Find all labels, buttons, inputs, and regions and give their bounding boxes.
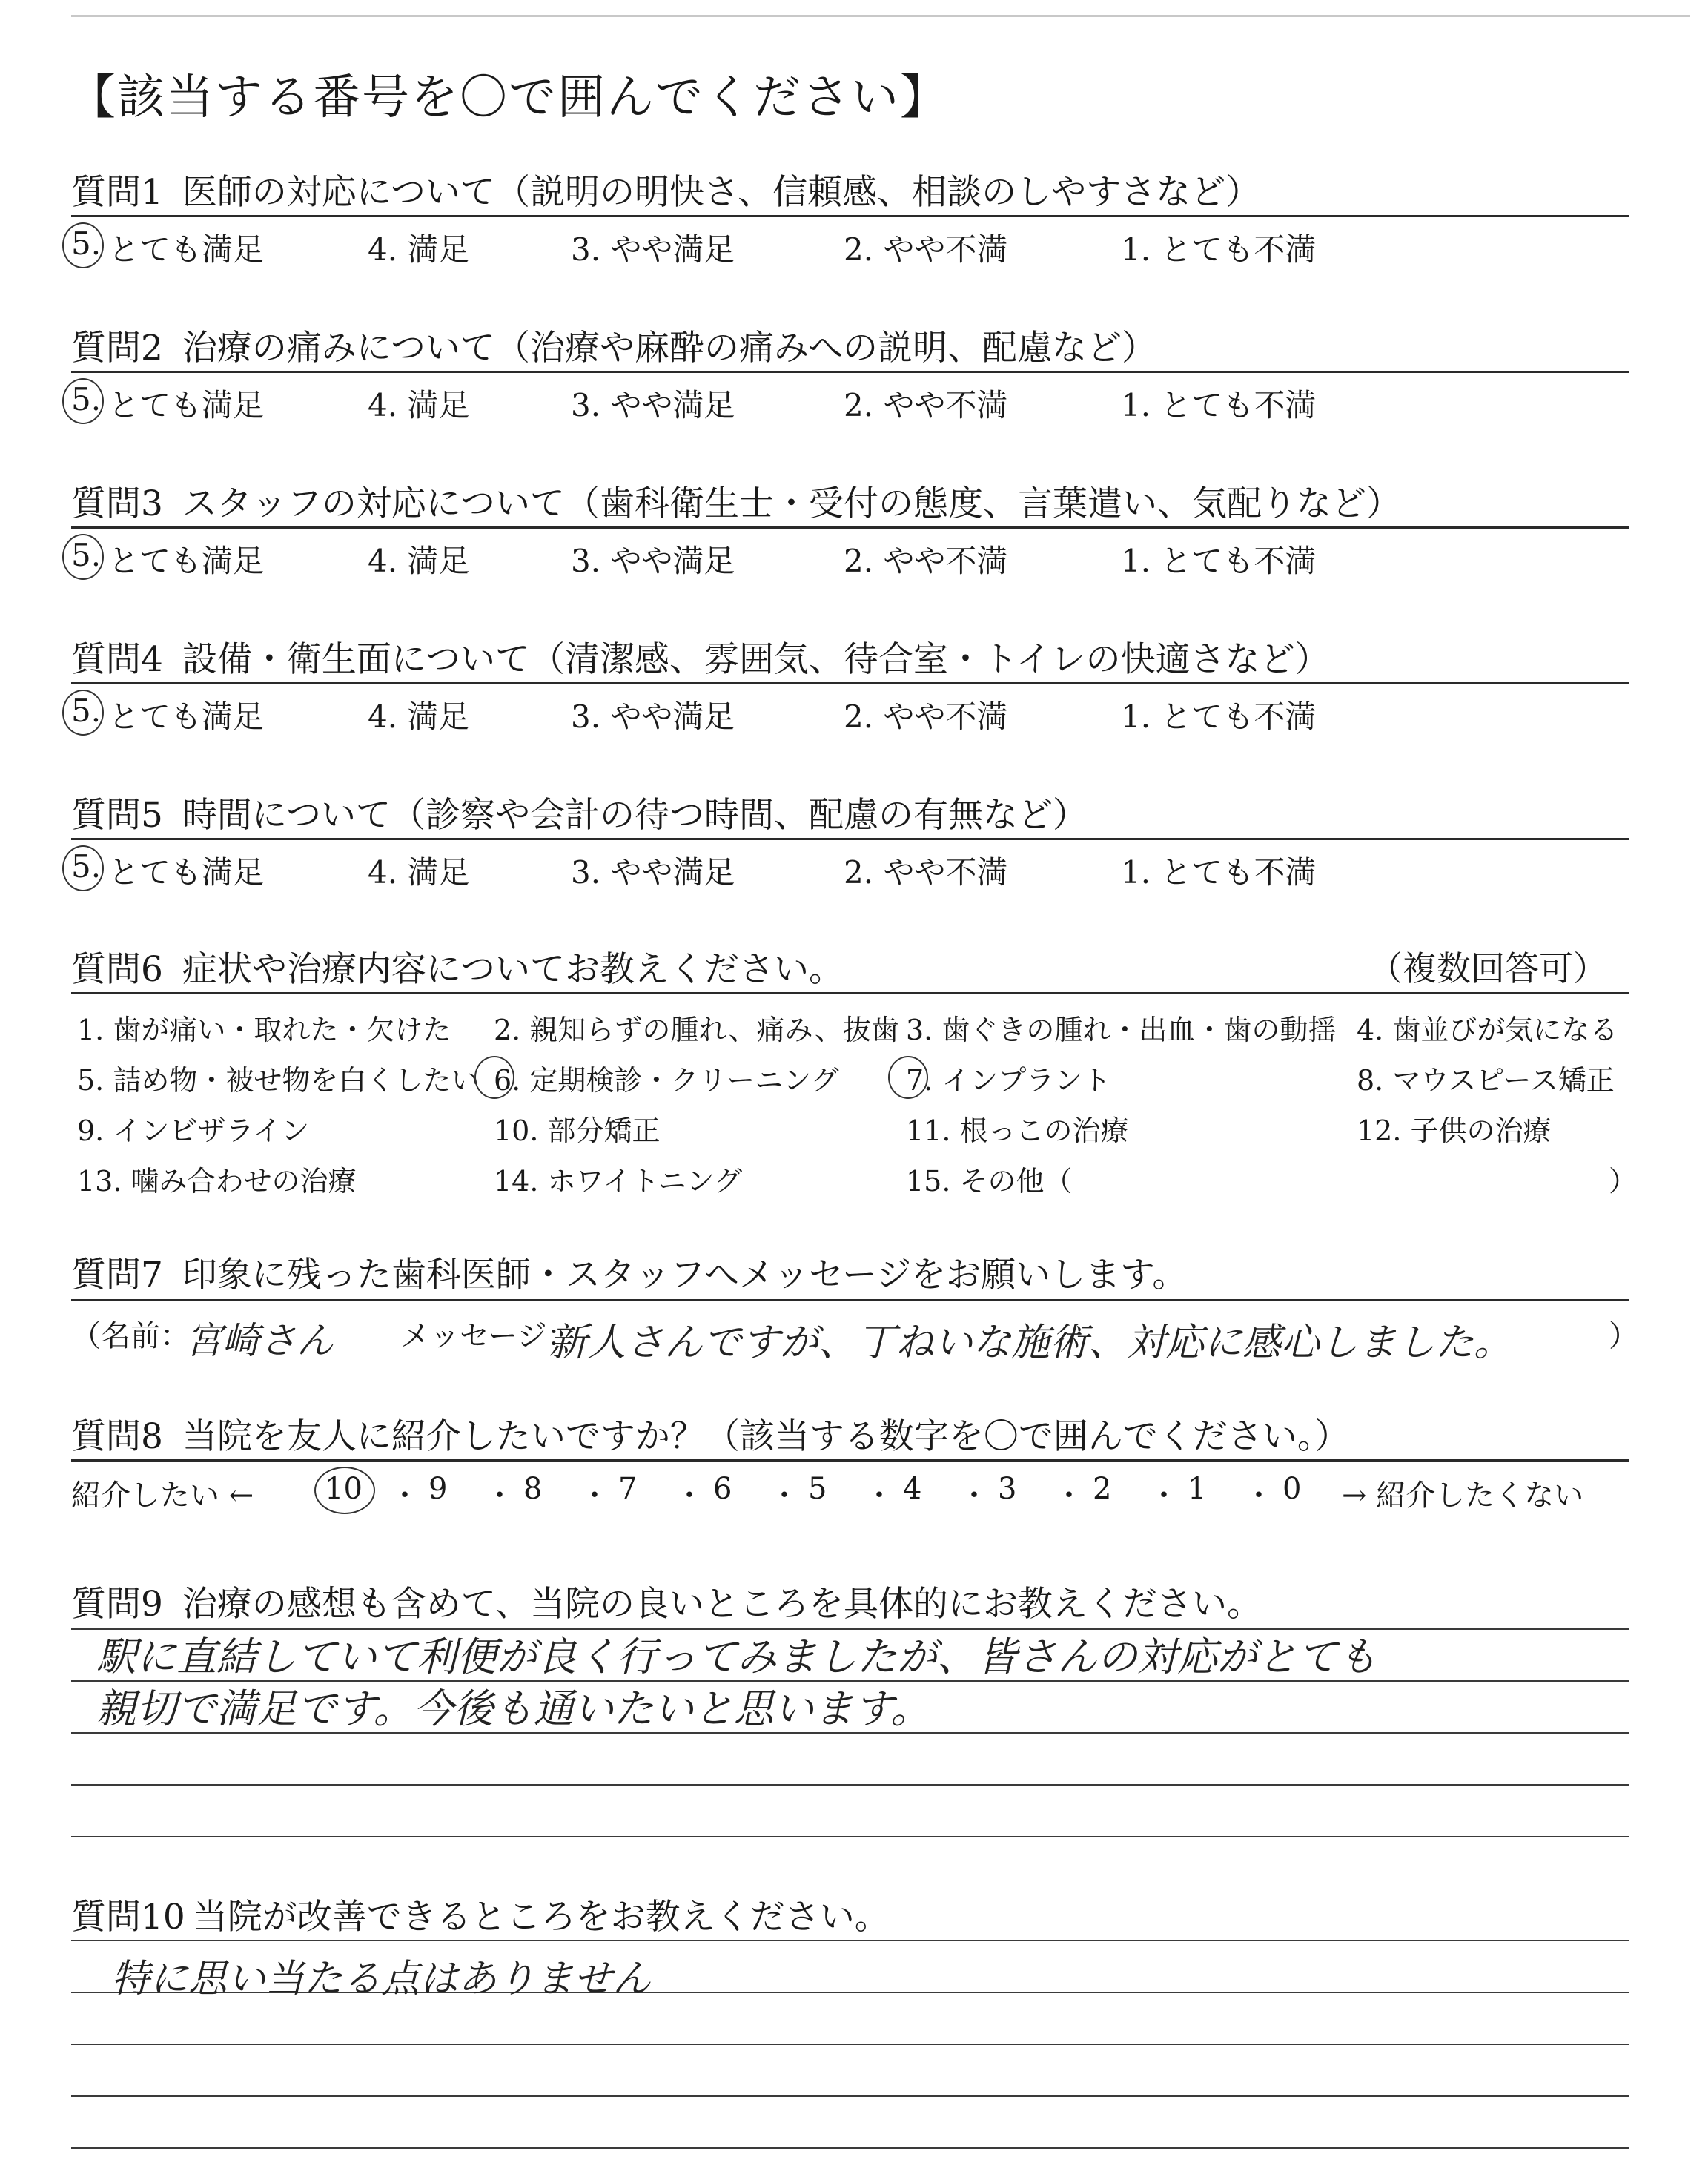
q6-option-12[interactable]: 12. 子供の治療: [1357, 1114, 1552, 1147]
page-title: 【該当する番号を〇で囲んでください】: [68, 70, 949, 125]
q6-option-13[interactable]: 13. 噛み合わせの治療: [77, 1165, 357, 1198]
q2-number: 質問2: [71, 328, 163, 369]
q8-scale-0[interactable]: 0: [1282, 1472, 1302, 1506]
q6-rule: [71, 992, 1629, 994]
q2-option-5[interactable]: とても満足: [108, 387, 265, 423]
q8-scale-6[interactable]: 6: [713, 1472, 732, 1506]
q3-option-2[interactable]: 2. やや不満: [844, 543, 1008, 579]
q6-option-9[interactable]: 9. インビザライン: [77, 1114, 310, 1147]
q8-selection-circle: [314, 1467, 375, 1514]
q8-scale-1[interactable]: 1: [1188, 1472, 1207, 1506]
q5-option-5[interactable]: とても満足: [108, 854, 265, 891]
q6-option-3[interactable]: 3. 歯ぐきの腫れ・出血・歯の動揺: [906, 1014, 1337, 1046]
q6-multiple-note: （複数回答可）: [1368, 948, 1607, 988]
q8-scale-separator: ・: [769, 1479, 799, 1513]
q1-heading: [71, 165, 1260, 214]
q8-scale-separator: ・: [1149, 1479, 1179, 1513]
q8-scale-separator: ・: [1054, 1479, 1084, 1513]
q6-option-6[interactable]: 6. 定期検診・クリーニング: [494, 1064, 839, 1097]
q8-scale-2[interactable]: 2: [1093, 1472, 1112, 1506]
q6-option-14[interactable]: 14. ホワイトニング: [494, 1165, 743, 1198]
q6-option-1[interactable]: 1. 歯が痛い・取れた・欠けた: [77, 1014, 451, 1046]
q1-option-3[interactable]: 3. やや満足: [571, 231, 735, 268]
q7-message-label: メッセージ：: [400, 1319, 577, 1353]
q8-scale-5[interactable]: 5: [808, 1472, 827, 1506]
q10-line-5: [71, 2147, 1629, 2149]
q5-option-2[interactable]: 2. やや不満: [844, 854, 1008, 891]
q9-line-5: [71, 1836, 1629, 1837]
q5-option-5-number[interactable]: 5.: [71, 848, 102, 885]
q2-selection-circle: [62, 378, 104, 424]
q2-text: 治療の痛みについて（治療や麻酔の痛みへの説明、配慮など）: [182, 328, 1157, 369]
q3-selection-circle: [62, 534, 104, 580]
q3-number: 質問3: [71, 483, 163, 524]
q1-text: 医師の対応について（説明の明快さ、信頼感、相談のしやすさなど）: [182, 172, 1261, 213]
q3-option-1[interactable]: 1. とても不満: [1121, 543, 1317, 579]
q7-close-paren: ）: [1609, 1319, 1638, 1353]
q1-option-5-number[interactable]: 5.: [71, 225, 102, 262]
q4-option-5-number[interactable]: 5.: [71, 693, 102, 729]
q3-option-5-number[interactable]: 5.: [71, 537, 102, 573]
q8-scale-separator: ・: [675, 1479, 704, 1513]
q8-scale-separator: ・: [864, 1479, 894, 1513]
q6-option-8[interactable]: 8. マウスピース矯正: [1357, 1064, 1615, 1097]
q4-option-5[interactable]: とても満足: [108, 698, 265, 735]
q4-number: 質問4: [71, 639, 163, 680]
q4-text: 設備・衛生面について（清潔感、雰囲気、待合室・トイレの快適さなど）: [182, 639, 1330, 680]
q6-option-2[interactable]: 2. 親知らずの腫れ、痛み、抜歯: [494, 1014, 899, 1046]
q4-option-2[interactable]: 2. やや不満: [844, 698, 1008, 735]
q10-number: 質問10: [71, 1897, 185, 1938]
q7-name-value[interactable]: 宮崎さん: [185, 1319, 334, 1362]
q6-option-10[interactable]: 10. 部分矯正: [494, 1114, 661, 1147]
q9-answer-line-2[interactable]: 親切で満足です。今後も通いたいと思います。: [96, 1685, 931, 1732]
q2-option-1[interactable]: 1. とても不満: [1121, 387, 1317, 423]
q4-rule: [71, 682, 1629, 684]
top-rule: [71, 15, 1690, 17]
q10-heading: [71, 1889, 890, 1939]
q6-option-15[interactable]: 15. その他（: [906, 1165, 1073, 1198]
q8-scale-9[interactable]: 9: [428, 1472, 448, 1506]
q1-selection-circle: [62, 222, 104, 268]
q4-heading: [71, 632, 1330, 681]
q7-heading: [71, 1247, 1187, 1297]
q8-scale-10[interactable]: 10: [325, 1472, 363, 1506]
q1-option-2[interactable]: 2. やや不満: [844, 231, 1008, 268]
q8-scale-7[interactable]: 7: [618, 1472, 638, 1506]
q6-option-4[interactable]: 4. 歯並びが気になる: [1357, 1014, 1618, 1046]
q7-number: 質問7: [71, 1255, 163, 1295]
q7-message-value[interactable]: 新人さんですが、丁ねいな施術、対応に感心しました。: [549, 1321, 1513, 1365]
q3-heading: [71, 476, 1401, 526]
q8-scale-8[interactable]: 8: [523, 1472, 543, 1506]
q4-option-1[interactable]: 1. とても不満: [1121, 698, 1317, 735]
q7-rule: [71, 1299, 1629, 1301]
q5-heading: [71, 787, 1088, 837]
q6-selection-circle-6: [474, 1056, 514, 1099]
q3-text: スタッフの対応について（歯科衛生士・受付の態度、言葉遣い、気配りなど）: [182, 483, 1401, 524]
q6-option-5[interactable]: 5. 詰め物・被せ物を白くしたい: [77, 1064, 480, 1097]
q5-option-3[interactable]: 3. やや満足: [571, 854, 735, 891]
q8-scale-separator: ・: [959, 1479, 989, 1513]
q1-number: 質問1: [71, 172, 163, 213]
q10-answer-line-1[interactable]: 特に思い当たる点はありません: [111, 1957, 652, 2001]
q8-right-label: → 紹介したくない: [1342, 1479, 1584, 1513]
q4-selection-circle: [62, 690, 104, 736]
q2-option-5-number[interactable]: 5.: [71, 381, 102, 417]
q6-heading: [71, 942, 844, 991]
q8-scale-separator: ・: [580, 1479, 609, 1513]
q8-scale-4[interactable]: 4: [903, 1472, 922, 1506]
q2-option-3[interactable]: 3. やや満足: [571, 387, 735, 423]
q9-answer-line-1[interactable]: 駅に直結していて利便が良く行ってみましたが、皆さんの対応がとても: [96, 1634, 1377, 1680]
q9-heading: [71, 1576, 1262, 1626]
q2-option-4[interactable]: 4. 満足: [368, 387, 470, 423]
q8-scale-separator: ・: [1244, 1479, 1274, 1513]
q6-option-11[interactable]: 11. 根っこの治療: [906, 1114, 1129, 1147]
q1-option-1[interactable]: 1. とても不満: [1121, 231, 1317, 268]
q10-line-3: [71, 2044, 1629, 2045]
q1-option-5[interactable]: とても満足: [108, 231, 265, 268]
q2-heading: [71, 320, 1156, 370]
q9-line-4: [71, 1784, 1629, 1786]
q4-option-3[interactable]: 3. やや満足: [571, 698, 735, 735]
q2-rule: [71, 371, 1629, 373]
q3-rule: [71, 526, 1629, 529]
q5-selection-circle: [62, 845, 104, 891]
q7-name-label: （名前：: [71, 1319, 190, 1353]
q10-line-4: [71, 2095, 1629, 2097]
q5-rule: [71, 838, 1629, 840]
q8-number: 質問8: [71, 1416, 163, 1457]
q3-option-3[interactable]: 3. やや満足: [571, 543, 735, 579]
q3-option-5[interactable]: とても満足: [108, 543, 265, 579]
q6-selection-circle-7: [888, 1056, 928, 1099]
q8-left-label: 紹介したい ←: [71, 1479, 254, 1513]
q3-option-4[interactable]: 4. 満足: [368, 543, 470, 579]
q4-option-4[interactable]: 4. 満足: [368, 698, 470, 735]
q8-scale-separator: ・: [485, 1479, 514, 1513]
q6-text: 症状や治療内容についてお教えください。: [182, 949, 844, 990]
q10-line-1: [71, 1940, 1629, 1941]
q8-text: 当院を友人に紹介したいですか？（該当する数字を〇で囲んでください。）: [182, 1416, 1350, 1457]
q10-text: 当院が改善できるところをお教えください。: [192, 1897, 890, 1938]
q5-number: 質問5: [71, 795, 163, 836]
q7-text: 印象に残った歯科医師・スタッフへメッセージをお願いします。: [182, 1255, 1188, 1295]
q5-option-1[interactable]: 1. とても不満: [1121, 854, 1317, 891]
q6-number: 質問6: [71, 949, 163, 990]
q8-rule: [71, 1459, 1629, 1462]
q8-scale-separator: ・: [390, 1479, 420, 1513]
q8-heading: [71, 1409, 1349, 1459]
q9-number: 質問9: [71, 1584, 163, 1625]
q6-option-7[interactable]: 7. インプラント: [906, 1064, 1111, 1097]
q5-option-4[interactable]: 4. 満足: [368, 854, 470, 891]
q1-option-4[interactable]: 4. 満足: [368, 231, 470, 268]
q1-rule: [71, 215, 1629, 217]
q9-text: 治療の感想も含めて、当院の良いところを具体的にお教えください。: [182, 1584, 1262, 1625]
q5-text: 時間について（診察や会計の待つ時間、配慮の有無など）: [182, 795, 1088, 836]
q8-scale-3[interactable]: 3: [998, 1472, 1017, 1506]
q2-option-2[interactable]: 2. やや不満: [844, 387, 1008, 423]
q6-other-close-paren: ）: [1609, 1165, 1638, 1198]
